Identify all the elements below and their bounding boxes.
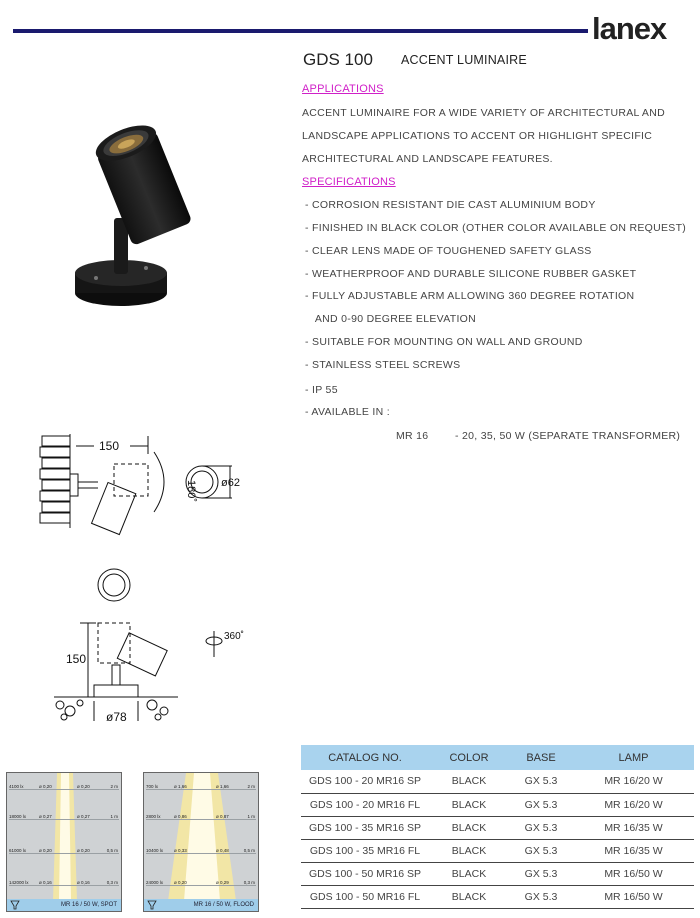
spec-line: - CLEAR LENS MADE OF TOUGHENED SAFETY GLASS	[305, 245, 592, 257]
base-cell: GX 5.3	[509, 862, 573, 885]
beam-diameter: ø 0,20	[77, 848, 90, 853]
dim-height-label: 150	[66, 652, 87, 666]
lux-value: 18000 lx	[9, 814, 27, 819]
header-rule	[13, 29, 588, 33]
photometric-spot	[6, 772, 122, 912]
color-cell: BLACK	[429, 793, 509, 816]
color-cell: BLACK	[429, 770, 509, 793]
spec-line: AND 0-90 DEGREE ELEVATION	[309, 313, 477, 325]
product-photo	[68, 118, 208, 318]
distance: 2 m	[110, 784, 118, 789]
lamp-icon	[10, 900, 20, 910]
beam-diameter: ø 0,48	[216, 848, 229, 853]
available-wattage: - 20, 35, 50 W (SEPARATE TRANSFORMER)	[455, 430, 681, 442]
spec-line: - CORROSION RESISTANT DIE CAST ALUMINIUM BODY	[305, 199, 596, 211]
beam-diameter: ø 0,20	[174, 880, 187, 885]
photometric-flood	[143, 772, 259, 912]
lamp-cell: MR 16/20 W	[573, 793, 694, 816]
beam-diameter: ø 0,20	[39, 784, 52, 789]
base-cell: GX 5.3	[509, 770, 573, 793]
brand-logo-text: lanex	[592, 11, 667, 46]
beam-diameter: ø 1,66	[216, 784, 229, 789]
base-cell: GX 5.3	[509, 839, 573, 862]
catalog-no-cell: GDS 100 - 20 MR16 SP	[301, 770, 429, 793]
lux-value: 700 lx	[146, 784, 159, 789]
applications-line: ACCENT LUMINAIRE FOR A WIDE VARIETY OF ARCHITECTURAL AND	[302, 107, 665, 119]
ground-mount-drawing	[50, 565, 260, 730]
spec-line: - STAINLESS STEEL SCREWS	[305, 359, 461, 371]
spec-line: - SUITABLE FOR MOUNTING ON WALL AND GROUND	[305, 336, 583, 348]
spec-line: - WEATHERPROOF AND DURABLE SILICONE RUBBER GASKET	[305, 268, 637, 280]
table-row	[301, 839, 694, 862]
base-cell: GX 5.3	[509, 885, 573, 908]
table-row	[301, 862, 694, 885]
photometric-caption: MR 16 / 50 W, SPOT	[7, 899, 121, 911]
distance: 1 m	[247, 814, 255, 819]
dim-length-label: 150	[99, 439, 120, 453]
lux-value: 142000 lx	[9, 880, 29, 885]
applications-line: LANDSCAPE APPLICATIONS TO ACCENT OR HIGHLIGHT SPECIFIC	[302, 130, 653, 142]
applications-line: ARCHITECTURAL AND LANDSCAPE FEATURES.	[302, 153, 553, 165]
color-cell: BLACK	[429, 839, 509, 862]
beam-diameter: ø 0,33	[174, 848, 187, 853]
lamp-cell: MR 16/35 W	[573, 816, 694, 839]
beam-diameter: ø 0,27	[77, 814, 90, 819]
column-header: COLOR	[429, 745, 509, 770]
table-row	[301, 793, 694, 816]
lux-row-line	[146, 789, 256, 790]
lamp-cell: MR 16/50 W	[573, 862, 694, 885]
dim-base-label: ø78	[106, 710, 127, 724]
column-header: CATALOG NO.	[301, 745, 429, 770]
distance: 0,5 m	[243, 848, 255, 853]
beam-diameter: ø 0,16	[39, 880, 52, 885]
dim-rotation-label: 360˚	[224, 631, 245, 642]
lux-row-line	[9, 819, 119, 820]
beam-diameter: ø 1,66	[174, 784, 187, 789]
lamp-cell: MR 16/35 W	[573, 839, 694, 862]
lux-value: 24000 lx	[146, 880, 164, 885]
catalog-no-cell: GDS 100 - 20 MR16 FL	[301, 793, 429, 816]
beam-diameter: ø 0,29	[216, 880, 229, 885]
table-header-row	[301, 745, 694, 770]
distance: 0,3 m	[106, 880, 118, 885]
spec-line: - AVAILABLE IN :	[305, 406, 390, 418]
base-cell: GX 5.3	[509, 816, 573, 839]
table-row	[301, 770, 694, 793]
product-model: GDS 100	[303, 50, 373, 69]
beam-diameter: ø 0,86	[174, 814, 187, 819]
lux-row-line	[9, 789, 119, 790]
lux-value: 61000 lx	[9, 848, 27, 853]
beam-diameter: ø 0,27	[39, 814, 52, 819]
dim-diameter-label: ø62	[221, 477, 240, 489]
lux-value: 2800 lx	[146, 814, 161, 819]
wall-mount-drawing	[36, 430, 256, 540]
lux-row-line	[9, 885, 119, 886]
color-cell: BLACK	[429, 862, 509, 885]
spec-line: - FULLY ADJUSTABLE ARM ALLOWING 360 DEGREE ROTATION	[305, 290, 635, 302]
lux-value: 10400 lx	[146, 848, 164, 853]
distance: 2 m	[247, 784, 255, 789]
catalog-no-cell: GDS 100 - 50 MR16 SP	[301, 862, 429, 885]
beam-diameter: ø 0,20	[77, 784, 90, 789]
specifications-heading: SPECIFICATIONS	[302, 176, 396, 188]
spec-line: - IP 55	[305, 384, 338, 396]
lamp-icon	[147, 900, 157, 910]
lux-row-line	[146, 885, 256, 886]
distance: 0,5 m	[106, 848, 118, 853]
catalog-no-cell: GDS 100 - 35 MR16 FL	[301, 839, 429, 862]
table-row	[301, 816, 694, 839]
beam-diameter: ø 0,87	[216, 814, 229, 819]
lux-row-line	[146, 819, 256, 820]
applications-heading: APPLICATIONS	[302, 83, 384, 95]
base-cell: GX 5.3	[509, 793, 573, 816]
lux-row-line	[146, 853, 256, 854]
distance: 0,3 m	[243, 880, 255, 885]
brand-logo	[592, 12, 696, 46]
beam-diameter: ø 0,20	[39, 848, 52, 853]
distance: 1 m	[110, 814, 118, 819]
lamp-cell: MR 16/50 W	[573, 885, 694, 908]
logo-swoosh-icon	[592, 12, 696, 46]
lux-row-line	[9, 853, 119, 854]
catalog-no-cell: GDS 100 - 50 MR16 FL	[301, 885, 429, 908]
column-header: BASE	[509, 745, 573, 770]
column-header: LAMP	[573, 745, 694, 770]
photometric-caption: MR 16 / 50 W, FLOOD	[144, 899, 258, 911]
available-lamp: MR 16	[396, 430, 429, 442]
dim-angle-label: 180˚	[185, 480, 197, 503]
catalog-no-cell: GDS 100 - 35 MR16 SP	[301, 816, 429, 839]
lamp-cell: MR 16/20 W	[573, 770, 694, 793]
catalog-table	[301, 745, 694, 909]
beam-diameter: ø 0,16	[77, 880, 90, 885]
spec-line: - FINISHED IN BLACK COLOR (OTHER COLOR AVAILABLE ON REQUEST)	[305, 222, 687, 234]
table-row	[301, 885, 694, 908]
color-cell: BLACK	[429, 816, 509, 839]
color-cell: BLACK	[429, 885, 509, 908]
product-type: ACCENT LUMINAIRE	[401, 53, 527, 67]
lux-value: 4100 lx	[9, 784, 24, 789]
